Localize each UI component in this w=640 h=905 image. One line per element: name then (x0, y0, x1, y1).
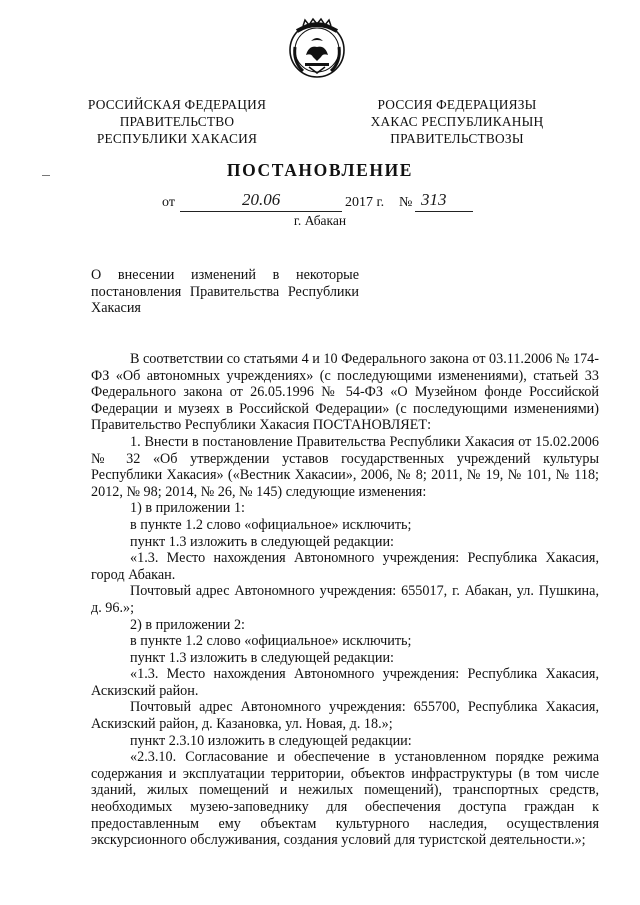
coat-of-arms-emblem (287, 17, 347, 79)
document-subject: О внесении изменений в некоторые постановления Правительства Республики Хакасия (91, 267, 359, 316)
date-number-line (162, 190, 482, 215)
number-prefix: № (399, 195, 413, 210)
date-prefix: от (162, 195, 175, 210)
header-left-block (62, 96, 292, 147)
handwritten-date: 20.06 (242, 190, 281, 209)
paragraph-annex-1-location: «1.3. Место нахождения Автономного учреждения: Республика Хакасия, город Абакан. (91, 550, 599, 583)
paragraph-annex-2-location: «1.3. Место нахождения Автономного учреждения: Республика Хакасия, Аскизский район. (91, 666, 599, 699)
paragraph-annex-2: 2) в приложении 2: (130, 616, 245, 633)
paragraph-preamble: В соответствии со статьями 4 и 10 Федерального закона от 03.11.2006 № 174-ФЗ «Об автономных учреждениях» (с последующими изменениями), статьей 33 Федерального закона от 26.05.1996 № 54-ФЗ «О Музейном фонде Российской Федерации и музеях в Российской Федерации» (с последующими изменениями) Правительство Республики Хакасия ПОСТАНОВЛЯЕТ: (91, 351, 599, 434)
handwritten-number: 313 (421, 190, 447, 209)
number-underline (415, 190, 473, 212)
paragraph-annex-2-clause-1-3: пункт 1.3 изложить в следующей редакции: (130, 649, 394, 666)
paragraph-annex-2-address: Почтовый адрес Автономного учреждения: 655700, Республика Хакасия, Аскизский район, д. Казановка, ул. Новая, д. 18.»; (91, 699, 599, 733)
header-left-line-1: РОССИЙСКАЯ ФЕДЕРАЦИЯ (87, 97, 267, 112)
paragraph-annex-2-clause-2-3-10: пункт 2.3.10 изложить в следующей редакции: (130, 732, 412, 749)
city-line: г. Абакан (293, 213, 347, 228)
header-right-block (342, 96, 572, 147)
header-left-line-2: ПРАВИТЕЛЬСТВО (119, 114, 235, 129)
paragraph-annex-1: 1) в приложении 1: (130, 500, 245, 517)
date-underline (180, 190, 342, 212)
document-body (91, 351, 599, 849)
header-right-line-2: ХАКАС РЕСПУБЛИКАНЫҢ (370, 114, 544, 129)
header-right-line-3: ПРАВИТЕЛЬСТВОЗЫ (390, 131, 524, 146)
paragraph-annex-2-clause-1-2: в пункте 1.2 слово «официальное» исключить; (130, 633, 412, 650)
document-title: ПОСТАНОВЛЕНИЕ (226, 160, 414, 180)
paragraph-annex-2-clause-2-3-10-text: «2.3.10. Согласование и обеспечение в установленном порядке режима содержания и эксплуатации территории, объектов инфраструктуры (в том числе зданий, жилых помещений и нежилых помещений), транспортных средств, необходимых музею-заповеднику для обеспечения доступа граждан к предоставленным ему объектам культурного наследия, осуществления экскурсионного обслуживания, создания условий для туристской деятельности.»; (91, 749, 599, 849)
paragraph-annex-1-clause-1-2: в пункте 1.2 слово «официальное» исключить; (130, 516, 412, 533)
header-left-line-3: РЕСПУБЛИКИ ХАКАСИЯ (96, 131, 258, 146)
paragraph-annex-1-clause-1-3: пункт 1.3 изложить в следующей редакции: (130, 533, 394, 550)
header-right-line-1: РОССИЯ ФЕДЕРАЦИЯЗЫ (377, 97, 537, 112)
paragraph-item-1: 1. Внести в постановление Правительства Республики Хакасия от 15.02.2006 № 32 «Об утверждении уставов государственных учреждений культуры Республики Хакасия» («Вестник Хакасии», 2006, № 8; 2011, № 19, № 101, № 118; 2012, № 98; 2014, № 26, № 145) следующие изменения: (91, 433, 599, 500)
year-text: 2017 г. (345, 195, 385, 210)
paragraph-annex-1-address: Почтовый адрес Автономного учреждения: 655017, г. Абакан, ул. Пушкина, д. 96.»; (91, 583, 599, 616)
